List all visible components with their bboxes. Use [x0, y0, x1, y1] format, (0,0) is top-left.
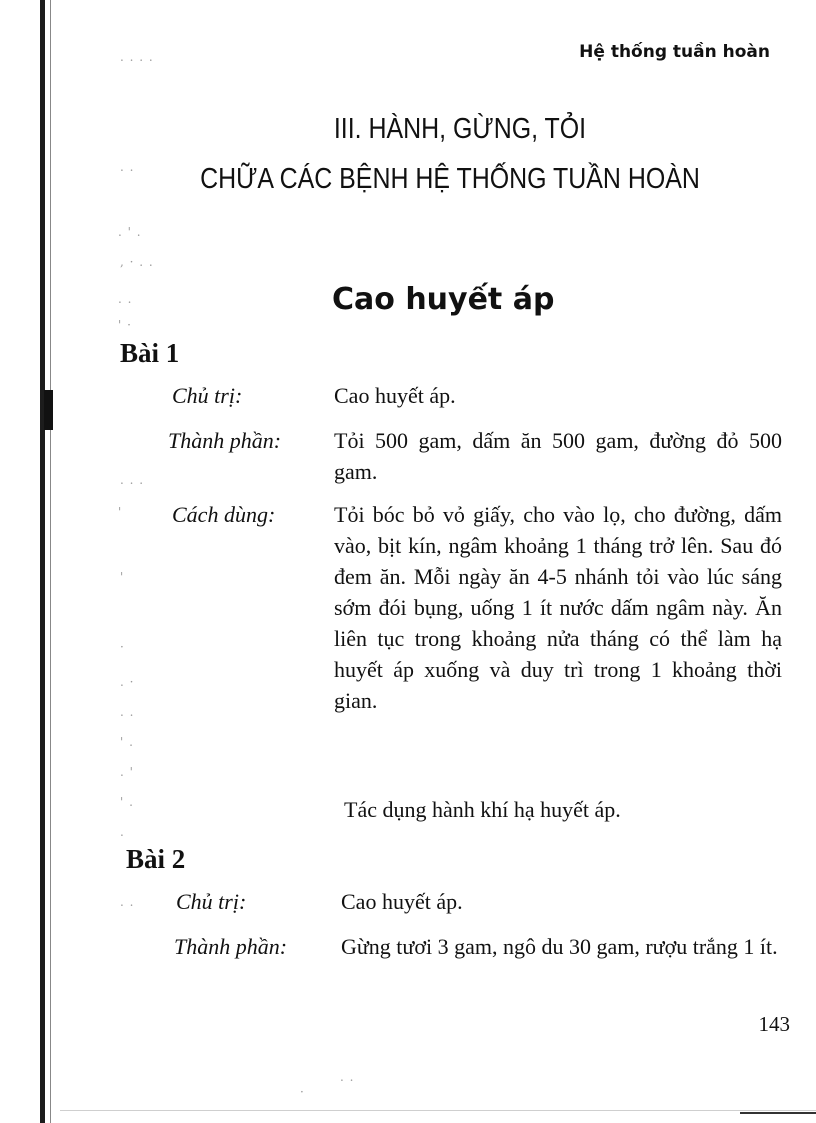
scan-noise: . . — [120, 895, 135, 909]
scan-noise: . . — [340, 1070, 355, 1084]
scan-noise: ' · — [118, 318, 132, 332]
recipe-2-thanh-phan-label: Thành phần: — [174, 934, 288, 959]
scan-noise: ' — [120, 570, 125, 584]
section-title: Cao huyết áp — [332, 282, 555, 317]
scan-noise: · — [300, 1085, 305, 1099]
scan-noise: . ' — [120, 765, 134, 779]
scan-noise: ' . — [120, 795, 134, 809]
binding-shadow — [40, 0, 45, 1123]
binding-edge — [50, 0, 51, 1123]
recipe-2-thanh-phan: Gừng tươi 3 gam, ngô du 30 gam, rượu trắng 1 ít. — [341, 934, 778, 959]
scan-noise: , · . . — [120, 255, 154, 269]
recipe-1-chu-tri-label: Chủ trị: — [172, 383, 243, 408]
scan-noise: · — [120, 640, 125, 654]
page-bottom-mark — [740, 1112, 816, 1114]
recipe-2-chu-tri: Cao huyết áp. — [341, 889, 463, 914]
scan-noise: . . — [118, 292, 133, 306]
recipe-1-chu-tri: Cao huyết áp. — [334, 383, 456, 408]
scan-noise: . — [120, 825, 125, 839]
page-number: 143 — [758, 1012, 790, 1036]
scan-noise: ' . — [120, 735, 134, 749]
chapter-title-line-2: CHỮA CÁC BỆNH HỆ THỐNG TUẦN HOÀN — [200, 163, 700, 195]
recipe-1-cach-dung: Tỏi bóc bỏ vỏ giấy, cho vào lọ, cho đường, dấm vào, bịt kín, ngâm khoảng 1 tháng trở lên. Sau đó đem ăn. Mỗi ngày ăn 4-5 nhánh tỏi vào lúc sáng sớm đói bụng, uống 1 ít nước dấm ngâm này. Ăn liên tục trong khoảng nửa tháng có thể làm hạ huyết áp xuống và duy trì trong 1 khoảng thời gian. — [334, 502, 782, 713]
recipe-1-thanh-phan-label: Thành phần: — [168, 428, 282, 453]
binding-mark — [44, 390, 53, 430]
scan-noise: . . — [120, 160, 135, 174]
page-bottom-edge — [60, 1110, 816, 1111]
recipe-1-tac-dung: Tác dụng hành khí hạ huyết áp. — [344, 797, 621, 822]
scan-noise: . ' . — [118, 225, 142, 239]
recipe-2-title: Bài 2 — [126, 844, 186, 874]
recipe-1-cach-dung-label: Cách dùng: — [172, 502, 276, 527]
recipe-1-thanh-phan: Tỏi 500 gam, dấm ăn 500 gam, đường đỏ 500 gam. — [334, 428, 782, 484]
scan-noise: ' — [118, 505, 123, 519]
recipe-2-chu-tri-label: Chủ trị: — [176, 889, 247, 914]
running-head: Hệ thống tuần hoàn — [579, 42, 770, 62]
scan-noise: . · — [120, 675, 135, 689]
chapter-title-line-1: III. HÀNH, GỪNG, TỎI — [333, 113, 587, 145]
scan-noise: . . . . — [120, 50, 154, 64]
recipe-1-title: Bài 1 — [120, 338, 180, 368]
scan-noise: . . . — [120, 473, 145, 487]
scan-noise: . . — [120, 705, 135, 719]
